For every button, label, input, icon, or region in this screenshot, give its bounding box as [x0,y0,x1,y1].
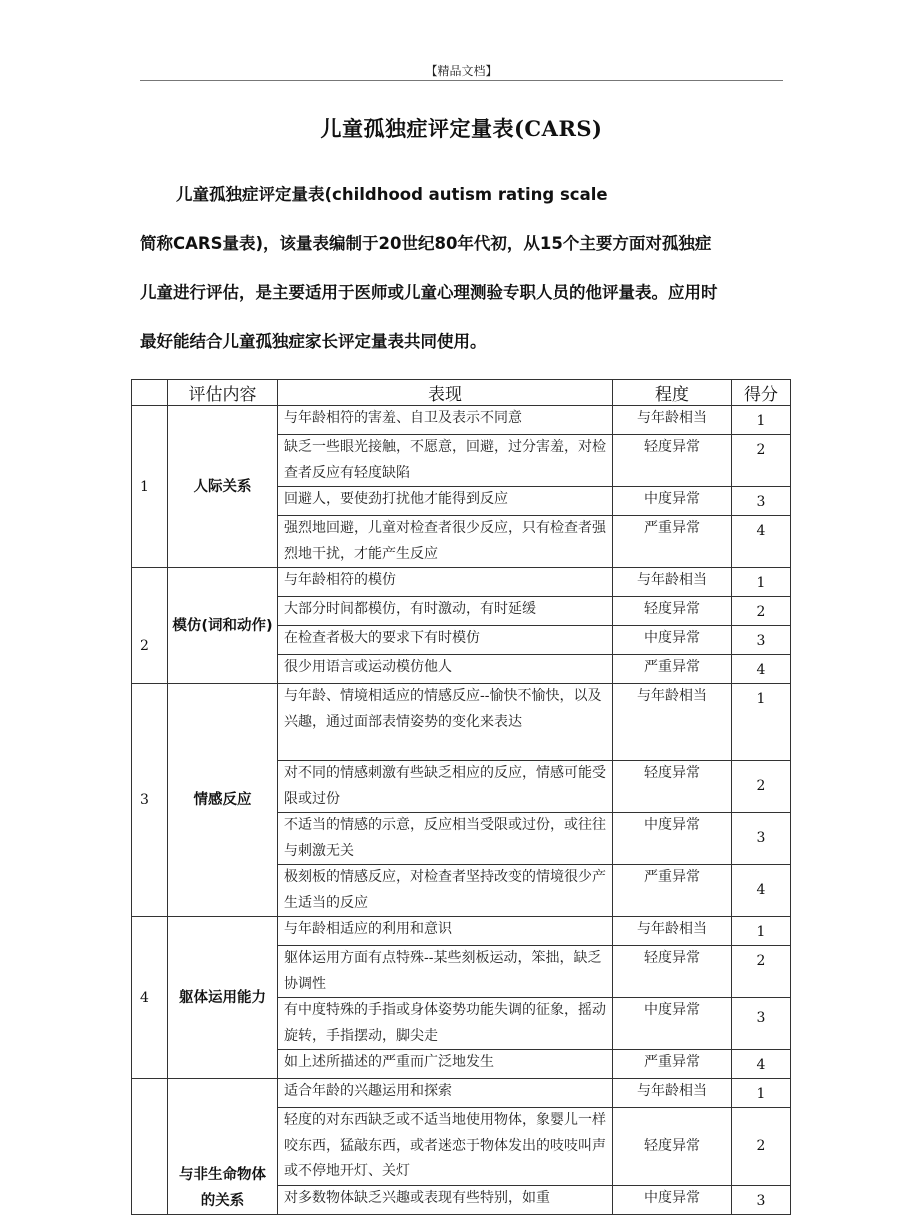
table-row [132,684,791,761]
row-score: 1 [732,1079,791,1108]
row-description: 与年龄相适应的利用和意识 [278,917,613,946]
row-description: 很少用语言或运动模仿他人 [278,655,613,684]
intro-line-3: 儿童进行评估，是主要适用于医师或儿童心理测验专职人员的他评量表。应用时 [140,283,718,302]
row-degree: 轻度异常 [613,1108,732,1186]
section-area: 与非生命物体的关系 [168,1079,278,1215]
page-header: 【精品文档】 [425,64,498,78]
row-degree: 与年龄相当 [613,568,732,597]
row-degree: 中度异常 [613,1185,732,1214]
row-score: 2 [732,1108,791,1186]
intro-paragraph [140,170,790,366]
row-score: 2 [732,946,791,998]
row-degree: 中度异常 [613,626,732,655]
row-description: 在检查者极大的要求下有时模仿 [278,626,613,655]
section-number: 2 [132,568,168,684]
row-score: 1 [732,917,791,946]
header-rule [140,80,783,81]
row-degree: 轻度异常 [613,435,732,487]
row-degree: 中度异常 [613,813,732,865]
section-area: 人际关系 [168,406,278,568]
row-degree: 轻度异常 [613,597,732,626]
row-degree: 严重异常 [613,865,732,917]
intro-line-4: 最好能结合儿童孤独症家长评定量表共同使用。 [140,332,487,351]
row-score: 2 [732,597,791,626]
row-description: 有中度特殊的手指或身体姿势功能失调的征象，摇动旋转，手指摆动，脚尖走 [278,998,613,1050]
header-description: 表现 [278,380,613,406]
section-number: 4 [132,917,168,1079]
row-degree: 严重异常 [613,516,732,568]
row-score: 1 [732,568,791,597]
row-score: 4 [732,516,791,568]
row-score: 2 [732,435,791,487]
intro-line-1: 儿童孤独症评定量表(childhood autism rating scale [176,185,608,204]
row-description: 如上述所描述的严重而广泛地发生 [278,1050,613,1079]
document-title: 儿童孤独症评定量表(CARS) [320,116,603,141]
row-description: 适合年龄的兴趣运用和探索 [278,1079,613,1108]
row-description: 对多数物体缺乏兴趣或表现有些特别，如重 [278,1185,613,1214]
row-degree: 轻度异常 [613,761,732,813]
row-degree: 与年龄相当 [613,406,732,435]
row-description: 大部分时间都模仿，有时激动，有时延缓 [278,597,613,626]
header-degree: 程度 [613,380,732,406]
section-number [132,1079,168,1215]
table-row [132,406,791,435]
header-area: 评估内容 [168,380,278,406]
row-score: 1 [732,406,791,435]
row-description: 与年龄相符的模仿 [278,568,613,597]
table-header-row [132,380,791,406]
row-score: 4 [732,865,791,917]
row-description: 与年龄相符的害羞、自卫及表示不同意 [278,406,613,435]
row-score: 3 [732,487,791,516]
row-degree: 严重异常 [613,655,732,684]
row-degree: 中度异常 [613,998,732,1050]
row-score: 3 [732,626,791,655]
row-description: 对不同的情感刺激有些缺乏相应的反应，情感可能受限或过份 [278,761,613,813]
header-score: 得分 [732,380,791,406]
section-number: 3 [132,684,168,917]
row-description: 缺乏一些眼光接触，不愿意，回避，过分害羞，对检查者反应有轻度缺陷 [278,435,613,487]
table-row [132,917,791,946]
row-description: 不适当的情感的示意，反应相当受限或过份，或往往与刺激无关 [278,813,613,865]
row-description: 极刻板的情感反应，对检查者坚持改变的情境很少产生适当的反应 [278,865,613,917]
row-degree: 中度异常 [613,487,732,516]
row-degree: 与年龄相当 [613,1079,732,1108]
intro-line-2: 简称CARS量表)，该量表编制于20世纪80年代初，从15个主要方面对孤独症 [140,234,712,253]
row-score: 1 [732,684,791,761]
table-row [132,1079,791,1108]
row-score: 4 [732,655,791,684]
row-description: 轻度的对东西缺乏或不适当地使用物体，象婴儿一样咬东西，猛敲东西，或者迷恋于物体发出的吱吱叫声或不停地开灯、关灯 [278,1108,613,1186]
row-degree: 轻度异常 [613,946,732,998]
section-area: 躯体运用能力 [168,917,278,1079]
row-description: 强烈地回避，儿童对检查者很少反应，只有检查者强烈地干扰，才能产生反应 [278,516,613,568]
row-score: 3 [732,1185,791,1214]
row-score: 3 [732,813,791,865]
section-number: 1 [132,406,168,568]
row-degree: 与年龄相当 [613,684,732,761]
row-description: 回避人，要使劲打扰他才能得到反应 [278,487,613,516]
row-score: 4 [732,1050,791,1079]
header-index [132,380,168,406]
row-score: 3 [732,998,791,1050]
cars-table [131,379,791,1215]
row-degree: 严重异常 [613,1050,732,1079]
row-degree: 与年龄相当 [613,917,732,946]
table-row [132,568,791,597]
section-area: 情感反应 [168,684,278,917]
row-description: 与年龄、情境相适应的情感反应--愉快不愉快，以及兴趣，通过面部表情姿势的变化来表达 [278,684,613,761]
row-score: 2 [732,761,791,813]
row-description: 躯体运用方面有点特殊--某些刻板运动，笨拙，缺乏协调性 [278,946,613,998]
section-area: 模仿(词和动作) [168,568,278,684]
